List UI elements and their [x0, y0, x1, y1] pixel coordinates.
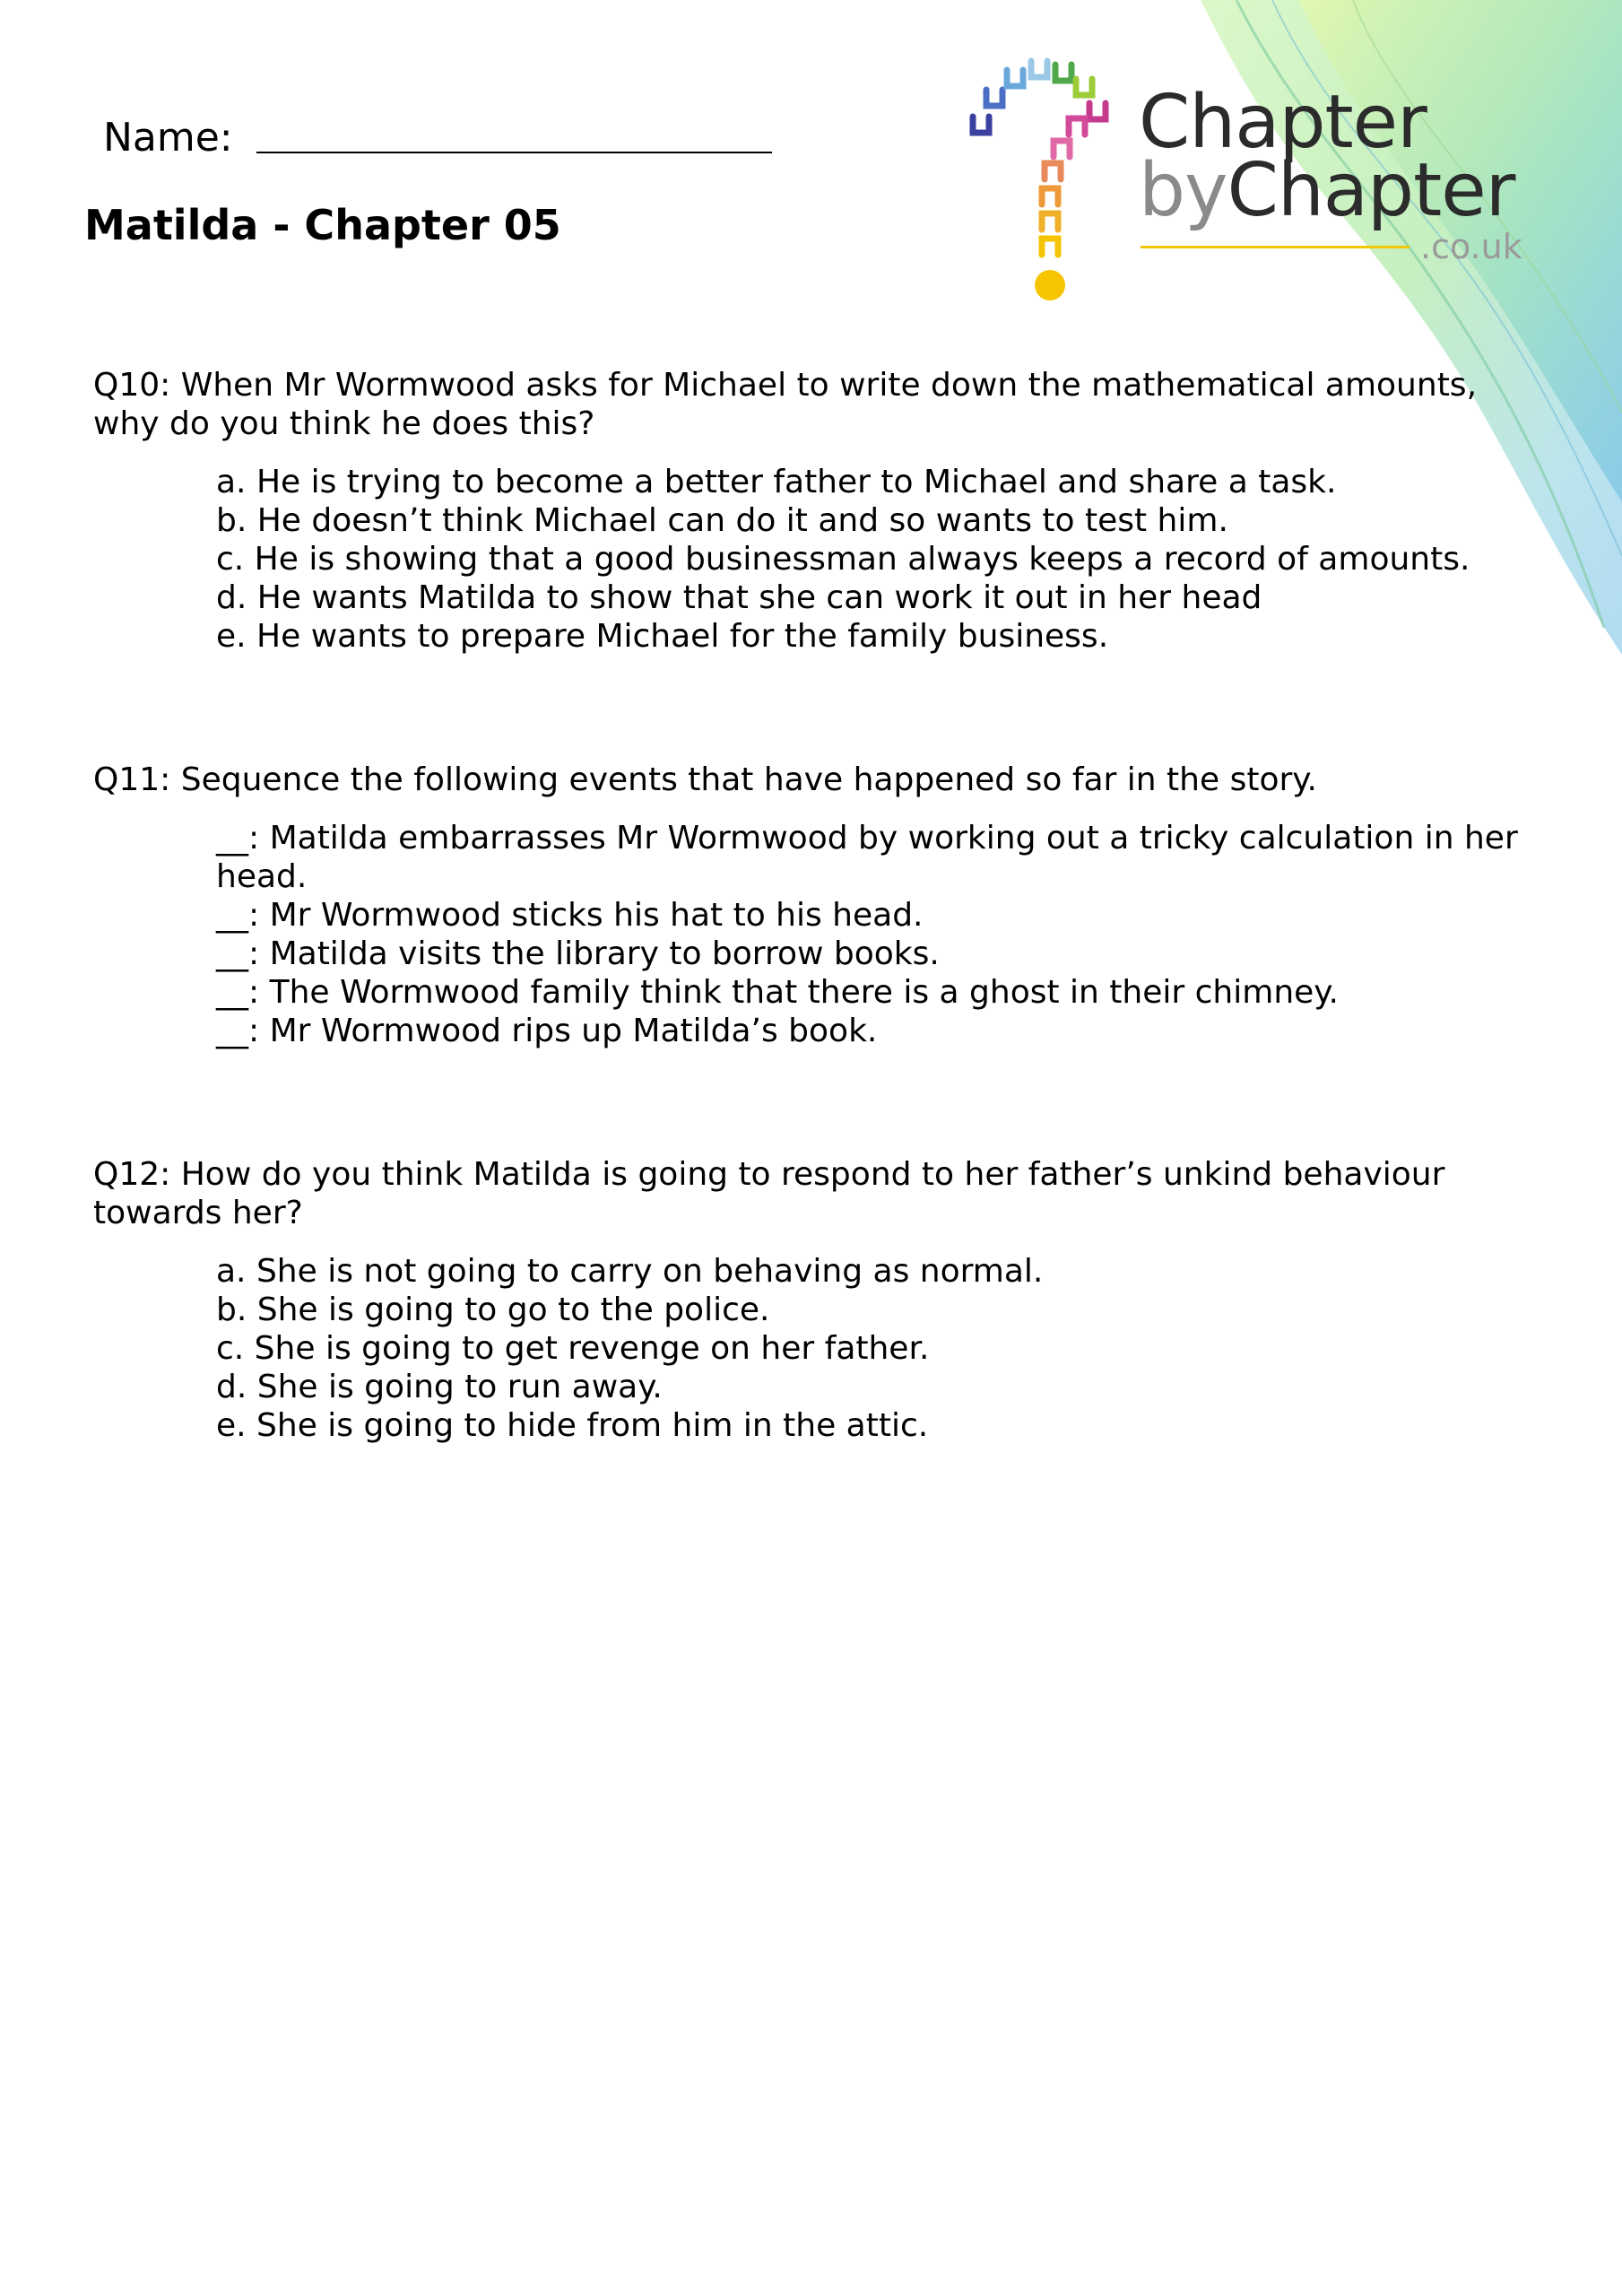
question-mark-books-icon	[964, 54, 1125, 314]
question-text: Q12: How do you think Matilda is going to respond to her father’s unkind behaviour towards her?	[93, 1156, 1445, 1231]
answer-options	[216, 463, 1525, 656]
sequence-item: __: Matilda visits the library to borrow books.	[216, 935, 940, 972]
answer-option: a. She is not going to carry on behaving as normal.	[216, 1253, 1044, 1290]
answer-option: a. He is trying to become a better father to Michael and share a task.	[216, 464, 1337, 500]
chapter-by-chapter-logo	[964, 54, 1538, 314]
worksheet-title: Matilda - Chapter 05	[84, 201, 561, 249]
question-10	[93, 366, 1546, 656]
answer-option: b. She is going to go to the police.	[216, 1292, 770, 1328]
logo-footer	[1139, 227, 1522, 266]
logo-word-chapter: Chapter	[1139, 80, 1427, 165]
logo-word-by: by	[1139, 148, 1227, 233]
name-label: Name:	[103, 115, 233, 161]
logo-domain: .co.uk	[1420, 227, 1522, 266]
sequence-item: __: Mr Wormwood sticks his hat to his head.	[216, 897, 924, 934]
answer-option: d. He wants Matilda to show that she can work it out in her head	[216, 579, 1262, 616]
question-11	[93, 761, 1546, 1050]
logo-word-by-chapter	[1139, 148, 1522, 233]
answer-option: b. He doesn’t think Michael can do it and so wants to test him.	[216, 502, 1228, 539]
logo-word-chapter-2: Chapter	[1227, 148, 1515, 233]
answer-option: d. She is going to run away.	[216, 1369, 663, 1405]
name-field-row	[103, 115, 772, 161]
answer-options	[216, 1252, 1525, 1445]
sequence-item: __: The Wormwood family think that there is a ghost in their chimney.	[216, 974, 1339, 1011]
answer-option: e. He wants to prepare Michael for the family business.	[216, 618, 1109, 655]
question-12	[93, 1155, 1546, 1445]
sequence-item: __: Mr Wormwood rips up Matilda’s book.	[216, 1013, 878, 1049]
question-text: Q10: When Mr Wormwood asks for Michael to write down the mathematical amounts, why do you think he does this?	[93, 367, 1478, 442]
answer-option: c. He is showing that a good businessman always keeps a record of amounts.	[216, 541, 1470, 578]
name-blank-line	[256, 152, 772, 153]
answer-option: c. She is going to get revenge on her father.	[216, 1330, 930, 1367]
answer-option: e. She is going to hide from him in the attic.	[216, 1407, 929, 1444]
sequence-item: __: Matilda embarrasses Mr Wormwood by working out a tricky calculation in her head.	[216, 820, 1518, 895]
question-text: Q11: Sequence the following events that have happened so far in the story.	[93, 761, 1317, 798]
sequence-events	[216, 819, 1525, 1050]
logo-yellow-rule	[1141, 246, 1409, 248]
